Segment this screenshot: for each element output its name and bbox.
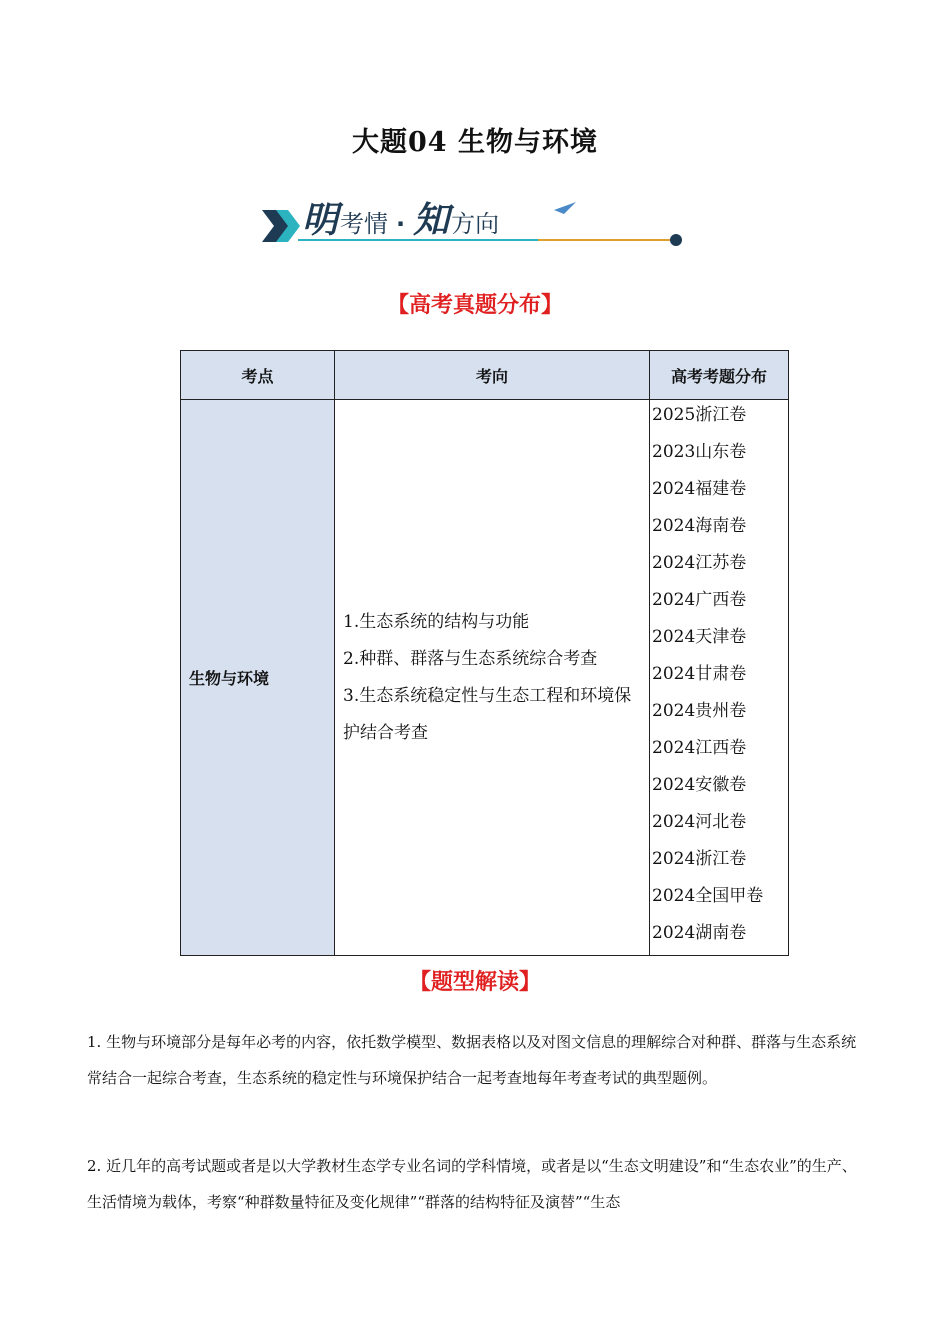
exam-item: 2024全国甲卷	[652, 886, 764, 906]
exam-item: 2024湖南卷	[652, 923, 747, 943]
exam-item: 2025浙江卷	[652, 405, 747, 425]
banner-dot: ·	[396, 210, 406, 238]
exam-item: 2024天津卷	[652, 627, 747, 647]
exam-item: 2024贵州卷	[652, 701, 747, 721]
directions-cell	[335, 400, 650, 956]
page-title: 大题04 生物与环境	[352, 127, 598, 158]
exam-item: 2024安徽卷	[652, 775, 747, 795]
exam-item: 2024江西卷	[652, 738, 747, 758]
paper-plane-icon	[554, 202, 576, 214]
exam-item: 2024浙江卷	[652, 849, 747, 869]
table-row	[181, 400, 789, 956]
banner-text-fangxiang: 方向	[451, 210, 500, 238]
banner-text-kaoqing: 考情	[340, 210, 389, 238]
section-title-distribution: 【高考真题分布】	[386, 293, 563, 318]
exam-item: 2024福建卷	[652, 479, 747, 499]
direction-item: 3.生态系统稳定性与生态工程和环境保护结合考查	[343, 685, 632, 743]
exam-item: 2023山东卷	[652, 442, 747, 462]
exam-list-cell	[650, 400, 789, 956]
exam-item: 2024海南卷	[652, 516, 747, 536]
dot-icon	[670, 234, 682, 246]
exam-item: 2024江苏卷	[652, 553, 747, 573]
paragraph-1: 1. 生物与环境部分是每年必考的内容，依托数学模型、数据表格以及对图文信息的理解综合对种群、群落与生态系统常结合一起综合考查，生态系统的稳定性与环境保护结合一起考查地每年考查考试的典型题例。	[87, 1033, 857, 1087]
section-title-interpretation: 【题型解读】	[408, 970, 541, 995]
exam-item: 2024河北卷	[652, 812, 747, 832]
direction-item: 1.生态系统的结构与功能	[343, 611, 530, 632]
header-kaoxiang: 考向	[335, 351, 650, 400]
banner-char-ming: 明	[302, 200, 339, 241]
paragraph-2: 2. 近几年的高考试题或者是以大学教材生态学专业名词的学科情境，或者是以“生态文明建设”和“生态农业”的生产、生活情境为载体，考察“种群数量特征及变化规律”“群落的结构特征及演替”“生态	[87, 1157, 857, 1211]
exam-distribution-table	[180, 350, 789, 956]
header-distribution: 高考考题分布	[650, 351, 789, 400]
header-kaodian: 考点	[181, 351, 335, 400]
table-header-row	[181, 351, 789, 400]
exam-item: 2024甘肃卷	[652, 664, 747, 684]
exam-item: 2024广西卷	[652, 590, 747, 610]
kaodian-cell: 生物与环境	[181, 400, 335, 956]
section-banner	[258, 182, 688, 254]
direction-item: 2.种群、群落与生态系统综合考查	[343, 648, 598, 669]
banner-char-zhi: 知	[413, 200, 450, 241]
